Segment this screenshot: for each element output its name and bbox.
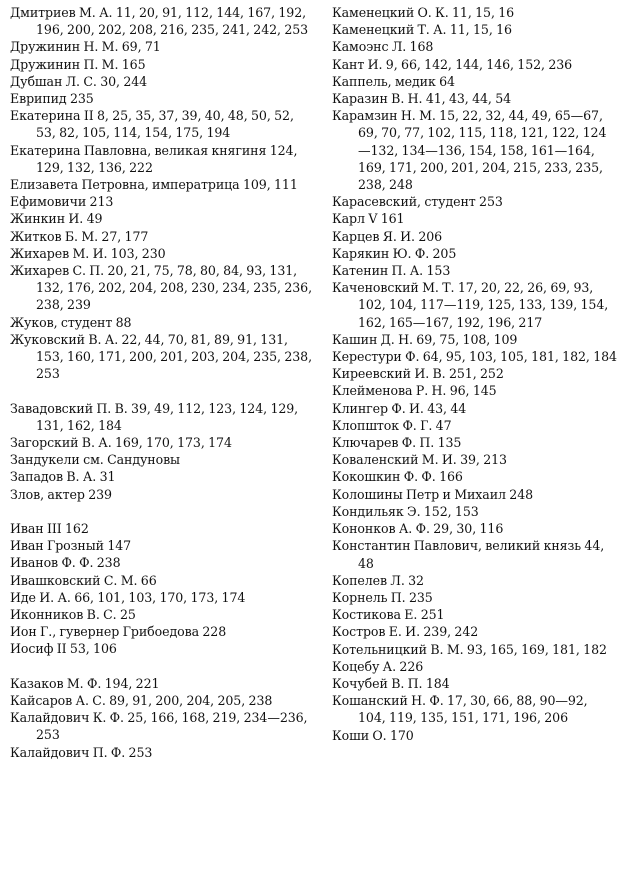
index-entry: Кондильяк Э. 152, 153 xyxy=(332,503,479,519)
letter-group-gap xyxy=(10,658,312,675)
index-entry: Клопшток Ф. Г. 47 xyxy=(332,417,452,433)
index-entry: Калайдович П. Ф. 253 xyxy=(10,744,153,760)
index-entry: Клингер Ф. И. 43, 44 xyxy=(332,400,467,416)
index-entry: Каразин В. Н. 41, 43, 44, 54 xyxy=(332,91,512,107)
index-entry: Колошины Петр и Михаил 248 xyxy=(332,486,534,502)
index-entry: Жихарев М. И. 103, 230 xyxy=(10,245,166,261)
index-page xyxy=(0,4,626,868)
index-entry: Коши О. 170 xyxy=(332,727,414,743)
index-entry: Ключарев Ф. П. 135 xyxy=(332,435,462,451)
index-entry: Иосиф II 53, 106 xyxy=(10,641,117,657)
index-entry: Ион Г., гувернер Грибоедова 228 xyxy=(10,624,227,640)
index-entry: Костикова Е. 251 xyxy=(332,607,445,623)
index-entry: Каменецкий Т. А. 11, 15, 16 xyxy=(332,22,512,38)
index-column-right xyxy=(318,4,626,868)
index-entry: Жихарев С. П. 20, 21, 75, 78, 80, 84, 93, 131, 132, 176, 202, 204, 208, 230, 234, 235, 236, 238, 239 xyxy=(10,263,312,313)
index-column-left xyxy=(0,4,318,868)
index-entry: Корнель П. 235 xyxy=(332,589,433,605)
index-entry: Карцев Я. И. 206 xyxy=(332,228,443,244)
index-entry: Западов В. А. 31 xyxy=(10,469,116,485)
index-entry: Коцебу А. 226 xyxy=(332,658,424,674)
index-entry: Загорский В. А. 169, 170, 173, 174 xyxy=(10,435,232,451)
index-entry: Кошанский Н. Ф. 17, 30, 66, 88, 90—92, 104, 119, 135, 151, 171, 196, 206 xyxy=(332,693,588,726)
index-entry: Ефимовичи 213 xyxy=(10,194,114,210)
index-entry: Иде И. А. 66, 101, 103, 170, 173, 174 xyxy=(10,589,246,605)
index-entry: Жинкин И. 49 xyxy=(10,211,103,227)
index-entry: Еврипид 235 xyxy=(10,91,94,107)
index-entry: Иванов Ф. Ф. 238 xyxy=(10,555,121,571)
index-entry: Елизавета Петровна, императрица 109, 111 xyxy=(10,177,298,193)
index-entry: Ивашковский С. М. 66 xyxy=(10,572,157,588)
index-entry: Житков Б. М. 27, 177 xyxy=(10,228,149,244)
index-entry: Карякин Ю. Ф. 205 xyxy=(332,245,457,261)
index-entry: Дружинин Н. М. 69, 71 xyxy=(10,39,161,55)
index-entry: Дубшан Л. С. 30, 244 xyxy=(10,73,148,89)
letter-group-gap xyxy=(10,382,312,399)
index-entry: Зандукели см. Сандуновы xyxy=(10,452,180,468)
index-entry: Каппель, медик 64 xyxy=(332,73,455,89)
index-entry: Каченовский М. Т. 17, 20, 22, 26, 69, 93, 102, 104, 117—119, 125, 133, 139, 154, 162, 165—167, 192, 196, 217 xyxy=(332,280,609,330)
index-entry: Коваленский М. И. 39, 213 xyxy=(332,452,507,468)
index-entry: Дружинин П. М. 165 xyxy=(10,56,146,72)
index-entry: Кайсаров А. С. 89, 91, 200, 204, 205, 238 xyxy=(10,693,273,709)
index-entry: Карамзин Н. М. 15, 22, 32, 44, 49, 65—67, 69, 70, 77, 102, 115, 118, 121, 122, 124—132, 134—136, 154, 158, 161—164, 169, 171, 200, 201, 204, 215, 233, 235, 238, 248 xyxy=(332,108,607,193)
index-entry: Дмитриев М. А. 11, 20, 91, 112, 144, 167, 192, 196, 200, 202, 208, 216, 235, 241, 242, 253 xyxy=(10,5,309,38)
index-entry: Карасевский, студент 253 xyxy=(332,194,503,210)
index-entry: Карл V 161 xyxy=(332,211,405,227)
index-entry: Константин Павлович, великий князь 44, 48 xyxy=(332,538,605,571)
index-entry: Злов, актер 239 xyxy=(10,486,112,502)
index-entry: Кант И. 9, 66, 142, 144, 146, 152, 236 xyxy=(332,56,573,72)
index-entry: Екатерина Павловна, великая княгиня 124, 129, 132, 136, 222 xyxy=(10,142,298,175)
index-entry: Камоэнс Л. 168 xyxy=(332,39,434,55)
index-entry: Завадовский П. В. 39, 49, 112, 123, 124, 129, 131, 162, 184 xyxy=(10,400,299,433)
index-entry: Костров Е. И. 239, 242 xyxy=(332,624,479,640)
index-entry: Каменецкий О. К. 11, 15, 16 xyxy=(332,5,515,20)
index-entry: Кашин Д. Н. 69, 75, 108, 109 xyxy=(332,331,518,347)
index-entry: Жуков, студент 88 xyxy=(10,314,132,330)
index-entry: Кочубей В. П. 184 xyxy=(332,675,450,691)
index-entry: Копелев Л. 32 xyxy=(332,572,424,588)
index-entry: Катенин П. А. 153 xyxy=(332,263,451,279)
index-entry: Киреевский И. В. 251, 252 xyxy=(332,366,504,382)
index-entry: Керестури Ф. 64, 95, 103, 105, 181, 182, 184 xyxy=(332,349,617,365)
index-entry: Кононков А. Ф. 29, 30, 116 xyxy=(332,521,504,537)
index-entry: Калайдович К. Ф. 25, 166, 168, 219, 234—236, 253 xyxy=(10,710,308,743)
index-entry: Казаков М. Ф. 194, 221 xyxy=(10,675,160,691)
index-entry: Иван III 162 xyxy=(10,521,89,537)
index-entry: Клейменова Р. Н. 96, 145 xyxy=(332,383,497,399)
index-entry: Иконников В. С. 25 xyxy=(10,607,136,623)
index-entry: Кокошкин Ф. Ф. 166 xyxy=(332,469,463,485)
index-entry: Жуковский В. А. 22, 44, 70, 81, 89, 91, 131, 153, 160, 171, 200, 201, 203, 204, 235, 238, 253 xyxy=(10,331,312,382)
letter-group-gap xyxy=(10,503,312,520)
index-entry: Котельницкий В. М. 93, 165, 169, 181, 182 xyxy=(332,641,607,657)
index-entry: Иван Грозный 147 xyxy=(10,538,132,554)
index-entry: Екатерина II 8, 25, 35, 37, 39, 40, 48, 50, 52, 53, 82, 105, 114, 154, 175, 194 xyxy=(10,108,294,141)
